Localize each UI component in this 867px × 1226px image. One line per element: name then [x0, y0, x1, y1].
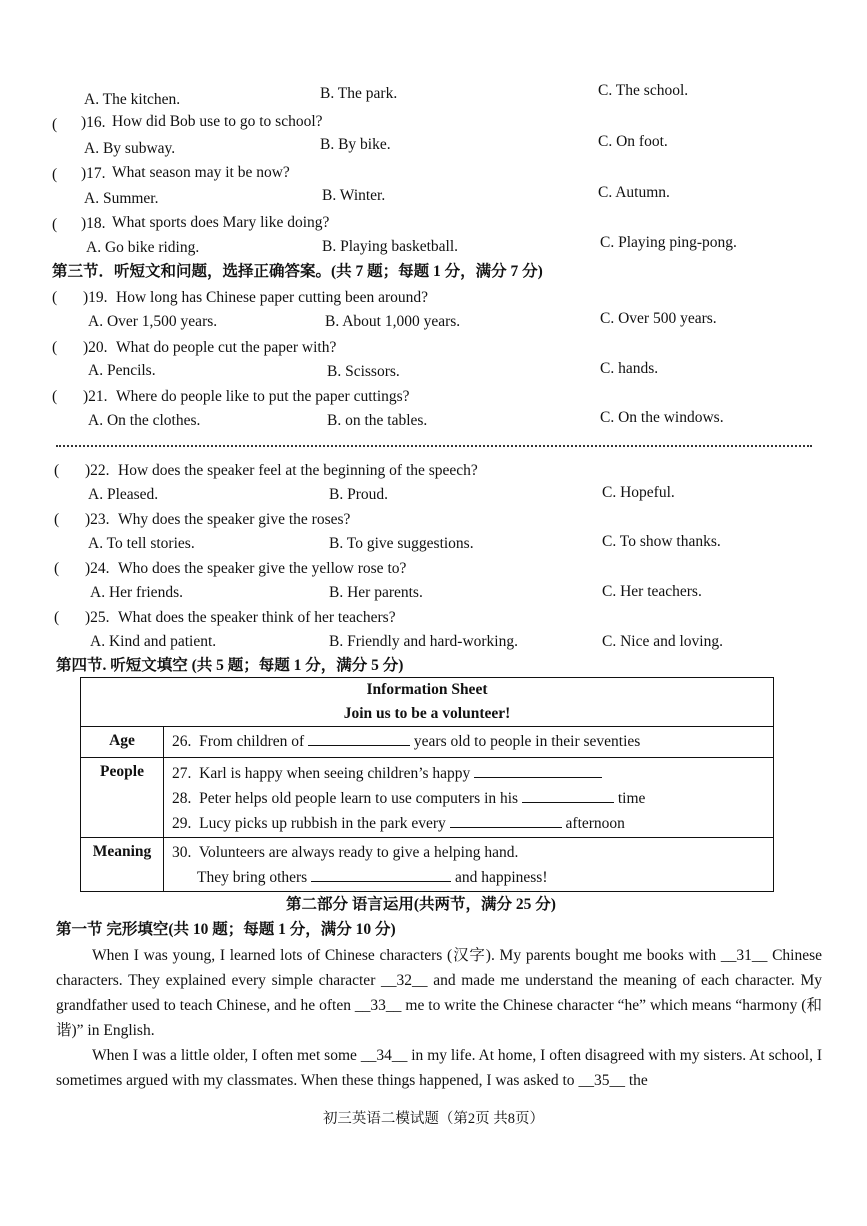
table-row — [81, 727, 774, 758]
option-b: B. To give suggestions. — [329, 535, 474, 552]
blank-28[interactable] — [522, 788, 614, 803]
question-number: )21. — [83, 388, 108, 405]
question-number: )17. — [81, 165, 106, 182]
info-sheet-header — [81, 678, 774, 727]
part-2-heading: 第二部分 语言运用(共两节，满分 25 分) — [286, 896, 556, 913]
option-c: C. Hopeful. — [602, 484, 675, 501]
divider-dotted-line — [56, 445, 812, 447]
question-text: What sports does Mary like doing? — [112, 214, 330, 231]
item-26: 26. From children of years old to people in their seventies — [172, 733, 641, 750]
passage-paragraph-2: When I was a little older, I often met some __34__ in my life. At home, I often disagreed with my sisters. At school, I sometimes argued with my classmates. When these things happened, I was asked to __35__ the — [56, 1047, 823, 1089]
question-number: )20. — [83, 339, 108, 356]
question-number: )16. — [81, 114, 106, 131]
blank-27[interactable] — [474, 763, 602, 778]
option-c: C. Autumn. — [598, 184, 670, 201]
row-label-age: Age — [81, 727, 164, 758]
question-text: What season may it be now? — [112, 164, 290, 181]
option-a: A. Pencils. — [88, 362, 156, 379]
question-number: )19. — [83, 289, 108, 306]
answer-bracket[interactable]: ( — [52, 289, 58, 306]
option-b: B. Proud. — [329, 486, 388, 503]
option-b: B. The park. — [320, 85, 398, 102]
option-c: C. The school. — [598, 82, 689, 99]
option-a: A. Over 1,500 years. — [88, 313, 218, 330]
question-text: What do people cut the paper with? — [116, 339, 337, 356]
answer-bracket[interactable]: ( — [52, 388, 58, 405]
option-c: C. On the windows. — [600, 409, 724, 426]
option-c: C. To show thanks. — [602, 533, 721, 550]
cloze-passage — [56, 943, 822, 1093]
question-number: )24. — [85, 560, 110, 577]
answer-bracket[interactable]: ( — [54, 511, 60, 528]
option-c: C. hands. — [600, 360, 659, 377]
question-text: How does the speaker feel at the beginning of the speech? — [118, 462, 478, 479]
blank-33[interactable]: __33__ — [354, 997, 402, 1014]
blank-26[interactable] — [308, 731, 410, 746]
option-c: C. Her teachers. — [602, 583, 702, 600]
info-sheet-title: Information Sheet — [366, 681, 488, 698]
question-number: )23. — [85, 511, 110, 528]
answer-bracket[interactable]: ( — [52, 339, 58, 356]
answer-bracket[interactable]: ( — [54, 462, 60, 479]
question-number: )22. — [85, 462, 110, 479]
item-30-continued: They bring others and happiness! — [197, 869, 548, 886]
question-number: )25. — [85, 609, 110, 626]
page-footer: 初三英语二模试题（第2页 共8页） — [322, 1111, 545, 1127]
option-b: B. on the tables. — [327, 412, 428, 429]
option-c: C. Playing ping-pong. — [600, 234, 737, 251]
question-text: Where do people like to put the paper cuttings? — [116, 388, 410, 405]
section-4-heading: 第四节. 听短文填空 (共 5 题；每题 1 分，满分 5 分) — [56, 657, 404, 674]
question-text: Why does the speaker give the roses? — [118, 511, 351, 528]
item-28: 28. Peter helps old people learn to use computers in his time — [172, 790, 646, 807]
item-27: 27. Karl is happy when seeing children’s happy — [164, 761, 773, 786]
answer-bracket[interactable]: ( — [54, 609, 60, 626]
item-29: 29. Lucy picks up rubbish in the park every afternoon — [172, 815, 625, 832]
information-sheet-table — [80, 677, 774, 892]
row-label-meaning: Meaning — [81, 838, 164, 892]
option-c: C. Nice and loving. — [602, 633, 723, 650]
question-number: )18. — [81, 215, 106, 232]
blank-35[interactable]: __35__ — [578, 1072, 625, 1089]
option-a: A. Go bike riding. — [86, 239, 200, 256]
option-b: B. Her parents. — [329, 584, 423, 601]
option-b: B. Winter. — [322, 187, 386, 204]
item-30: 30. Volunteers are always ready to give a helping hand. — [172, 844, 519, 861]
answer-bracket[interactable]: ( — [52, 166, 58, 183]
option-b: B. About 1,000 years. — [325, 313, 461, 330]
option-c: C. On foot. — [598, 133, 668, 150]
option-b: B. Playing basketball. — [322, 238, 459, 255]
answer-bracket[interactable]: ( — [52, 116, 58, 133]
option-a: A. Her friends. — [90, 584, 183, 601]
question-text: How long has Chinese paper cutting been around? — [116, 289, 429, 306]
blank-29[interactable] — [450, 813, 562, 828]
question-text: Who does the speaker give the yellow rose to? — [118, 560, 407, 577]
answer-bracket[interactable]: ( — [54, 560, 60, 577]
option-a: A. Kind and patient. — [90, 633, 217, 650]
passage-paragraph-1: When I was young, I learned lots of Chinese characters (汉字). My parents bought me books with __31__ Chinese characters. They explained every simple character __32__ and made me understand the meaning of each character. My grandfather used to teach Chinese, and he often __33__ me to write the Chinese character “he” which means “harmony (和谐)” in English. — [56, 947, 823, 1039]
question-text: How did Bob use to go to school? — [112, 113, 323, 130]
option-b: B. By bike. — [320, 136, 391, 153]
option-c: C. Over 500 years. — [600, 310, 717, 327]
option-a: A. To tell stories. — [88, 535, 195, 552]
table-row — [81, 758, 774, 838]
option-a: A. Pleased. — [88, 486, 159, 503]
option-a: A. By subway. — [84, 140, 176, 157]
table-row — [81, 838, 774, 892]
answer-bracket[interactable]: ( — [52, 216, 58, 233]
cloze-section-heading: 第一节 完形填空(共 10 题；每题 1 分，满分 10 分) — [56, 921, 396, 938]
blank-30[interactable] — [311, 867, 451, 882]
option-a: A. On the clothes. — [88, 412, 201, 429]
question-text: What does the speaker think of her teachers? — [118, 609, 396, 626]
blank-34[interactable]: __34__ — [360, 1047, 408, 1064]
option-a: A. The kitchen. — [84, 91, 181, 108]
info-sheet-subtitle: Join us to be a volunteer! — [343, 705, 511, 722]
blank-32[interactable]: __32__ — [381, 972, 428, 989]
option-b: B. Friendly and hard-working. — [329, 633, 518, 650]
blank-31[interactable]: __31__ — [720, 947, 768, 964]
option-b: B. Scissors. — [327, 363, 400, 380]
section-3-heading: 第三节．听短文和问题，选择正确答案。(共 7 题；每题 1 分，满分 7 分) — [52, 263, 543, 280]
option-a: A. Summer. — [84, 190, 159, 207]
row-label-people: People — [81, 758, 164, 838]
